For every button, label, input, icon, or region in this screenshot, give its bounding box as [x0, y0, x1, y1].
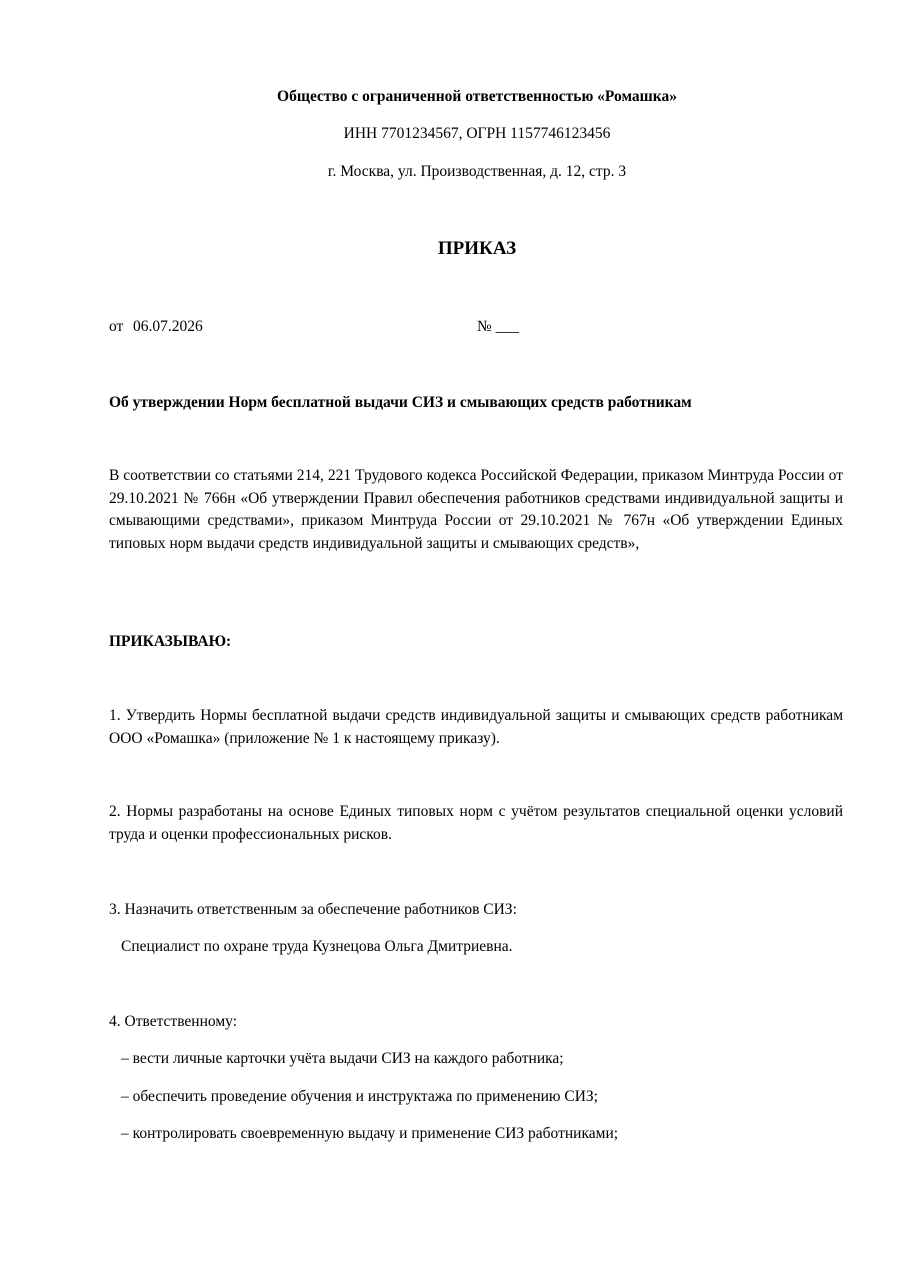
order-subject: Об утверждении Норм бесплатной выдачи СИЗ и смывающих средств работникам [109, 394, 692, 411]
order-number: № ___ [477, 318, 519, 335]
order-date: 06.07.2026 [133, 318, 203, 335]
organization-name: Общество с ограниченной ответственностью «Ромашка» [277, 88, 677, 105]
order-date-prefix: от [109, 318, 124, 335]
order-preamble: В соответствии со статьями 214, 221 Трудового кодекса Российской Федерации, приказом Минтруда России от 29.10.2021 № 766н «Об утверждении Правил обеспечения работников средствами индивидуальной защиты и смывающими средствами», приказом Минтруда России от 29.10.2021 № 767н «Об утверждении Единых типовых норм выдачи средств индивидуальной защиты и смывающих средств», [109, 467, 843, 552]
order-item-4-sub-3: – контролировать своевременную выдачу и применение СИЗ работниками; [121, 1125, 619, 1142]
order-word: ПРИКАЗЫВАЮ: [109, 633, 232, 650]
organization-registration: ИНН 7701234567, ОГРН 1157746123456 [343, 125, 611, 142]
order-item-3: 3. Назначить ответственным за обеспечение работников СИЗ: [109, 901, 517, 918]
document-title: ПРИКАЗ [437, 238, 517, 259]
order-item-2: 2. Нормы разработаны на основе Единых типовых норм с учётом результатов специальной оценки условий труда и оценки профессиональных рисков. [109, 803, 843, 843]
order-item-4-sub-2: – обеспечить проведение обучения и инструктажа по применению СИЗ; [121, 1088, 598, 1105]
organization-address: г. Москва, ул. Производственная, д. 12, стр. 3 [327, 163, 627, 180]
order-item-1: 1. Утвердить Нормы бесплатной выдачи средств индивидуальной защиты и смывающих средств работникам ООО «Ромашка» (приложение № 1 к настоящему приказу). [109, 707, 843, 747]
order-item-4-sub-1: – вести личные карточки учёта выдачи СИЗ на каждого работника; [121, 1050, 564, 1067]
order-item-4: 4. Ответственному: [109, 1013, 238, 1030]
order-item-3-responsible: Специалист по охране труда Кузнецова Ольга Дмитриевна. [121, 938, 513, 955]
